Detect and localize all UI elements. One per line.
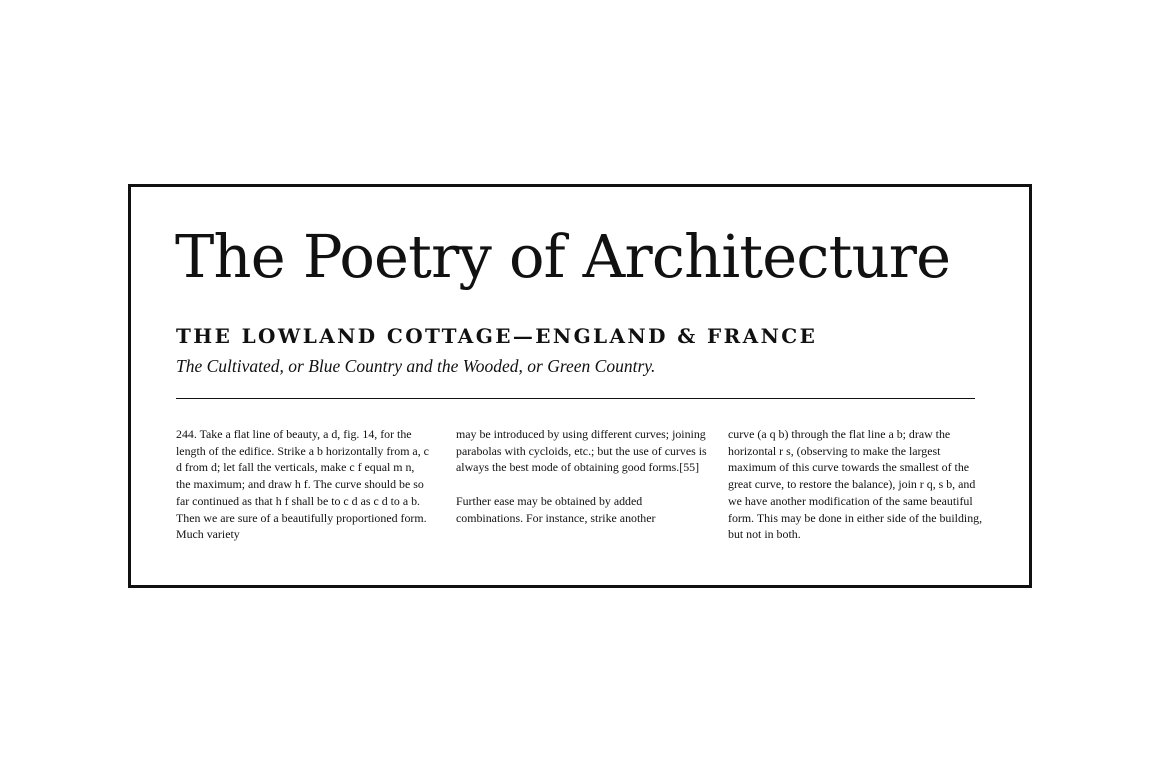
page-title: The Poetry of Architecture (175, 222, 951, 291)
subtitle: The Cultivated, or Blue Country and the Wooded, or Green Country. (176, 356, 656, 376)
paragraph: 244. Take a flat line of beauty, a d, fig. 14, for the length of the edifice. Strike a b horizontally from a, c d from d; let fall the verticals, make c f equal m n, the maximum; and draw h f. The curve should be so far continued as that h f shall be to c d as c d to a b. Then we are sure of a beautifully proportioned form. Much variety (176, 427, 429, 542)
text-column-2 (456, 426, 711, 526)
paragraph: Further ease may be obtained by added combinations. For instance, strike another (456, 493, 656, 525)
section-heading: THE LOWLAND COTTAGE—ENGLAND & FRANCE (176, 324, 818, 348)
divider-rule (176, 398, 975, 399)
paragraph: may be introduced by using different curves; joining parabolas with cycloids, etc.; but the use of curves is always the best mode of obtaining good forms.[55] (456, 427, 707, 475)
content-frame (128, 184, 1032, 588)
text-column-3 (728, 426, 983, 543)
text-column-1 (176, 426, 431, 543)
paragraph: curve (a q b) through the flat line a b; draw the horizontal r s, (observing to make the largest maximum of this curve towards the smallest of the great curve, to restore the balance), join r q, s b, and we have another modification of the same beautiful form. This may be done in either side of the building, but not in both. (728, 427, 983, 542)
